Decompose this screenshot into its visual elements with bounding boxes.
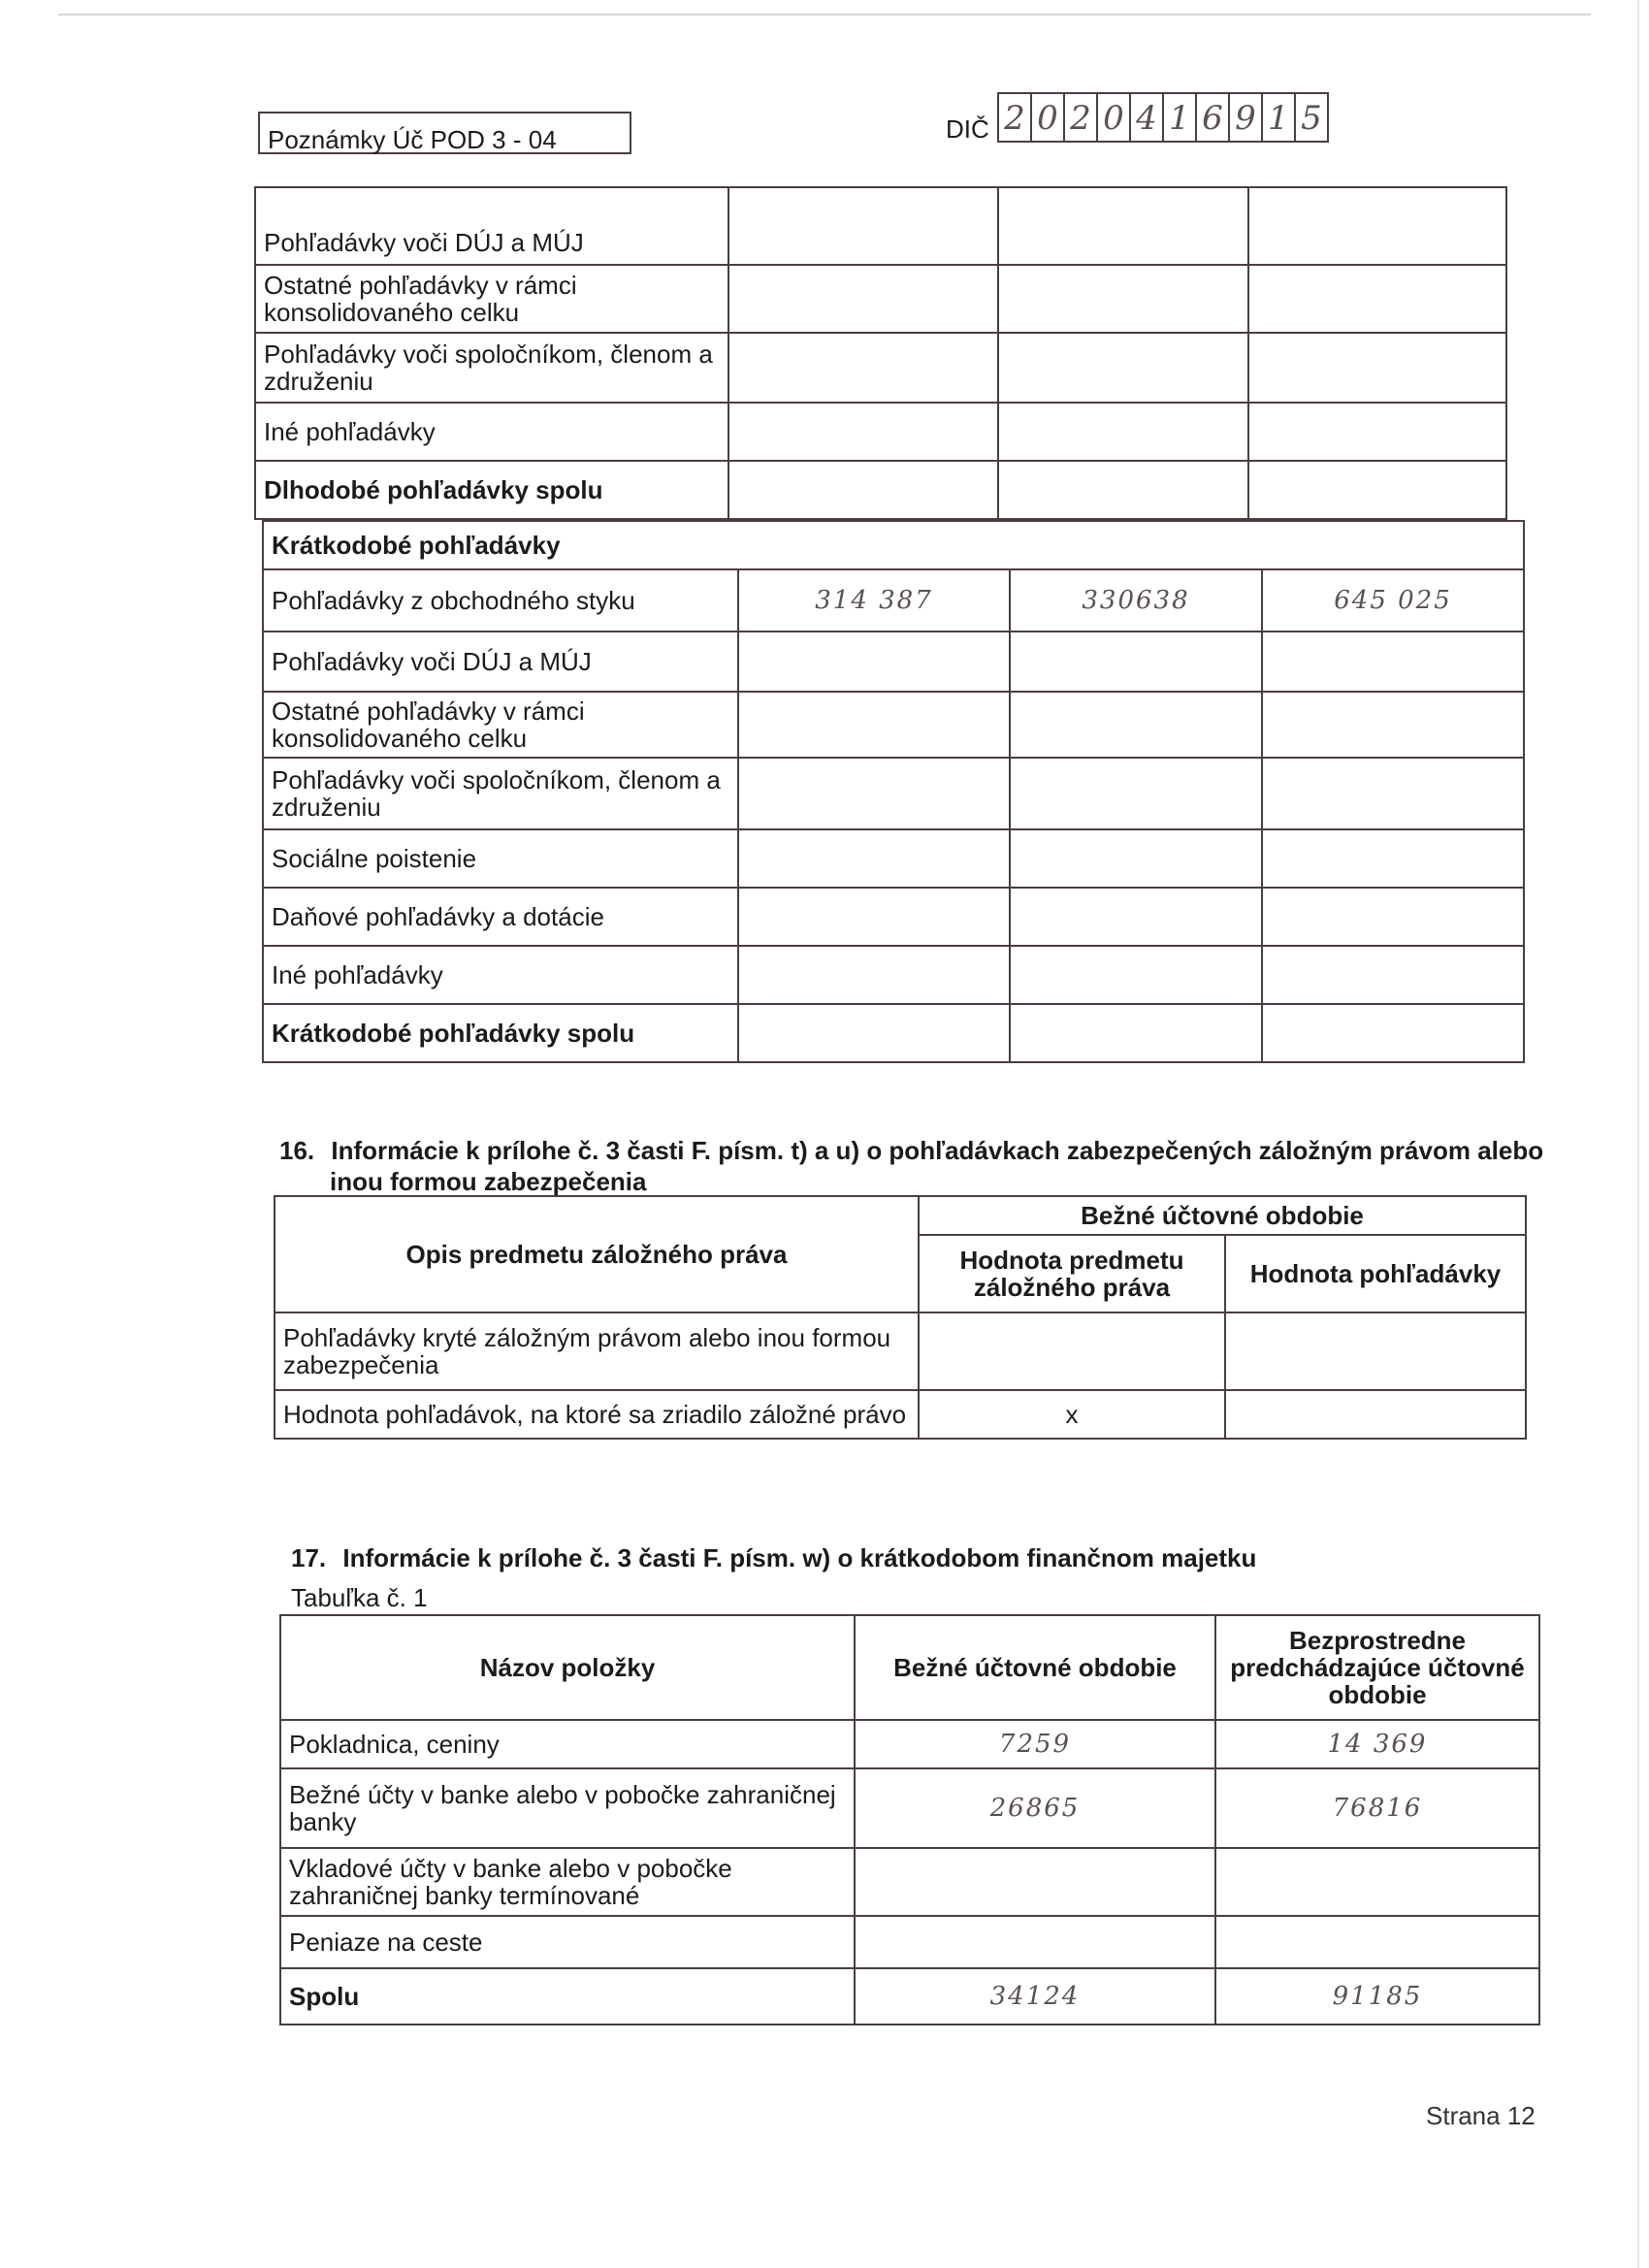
value-cell: [728, 461, 998, 519]
dic-digit: 2: [997, 92, 1032, 143]
table-row: [263, 829, 1524, 888]
row-label: Pohľadávky z obchodného styku: [263, 569, 738, 632]
value-cell: [1215, 1848, 1539, 1916]
section-heading: Krátkodobé pohľadávky: [263, 521, 1524, 569]
table-header-row: [280, 1615, 1539, 1720]
value-cell: [1010, 946, 1262, 1004]
dic-digit: 6: [1195, 92, 1230, 143]
value-cell: [1248, 333, 1506, 403]
value-cell: x: [919, 1390, 1225, 1439]
value-cell: [1225, 1390, 1526, 1439]
row-label: Daňové pohľadávky a dotácie: [263, 888, 738, 946]
dic-digit: 9: [1228, 92, 1263, 143]
value-cell: [998, 265, 1248, 333]
value-cell: [1010, 758, 1262, 829]
value-cell: 330638: [1010, 569, 1262, 632]
value-cell: [1262, 946, 1524, 1004]
value-cell: [1248, 403, 1506, 461]
row-label: Pokladnica, ceniny: [280, 1720, 855, 1768]
table-row: [280, 1768, 1539, 1848]
row-label: Iné pohľadávky: [263, 946, 738, 1004]
form-label: Poznámky Úč POD 3 - 04: [268, 125, 557, 154]
table-row: [255, 187, 1506, 265]
value-cell: [1248, 265, 1506, 333]
scan-right-edge: [1637, 0, 1639, 2268]
value-cell: [1010, 1004, 1262, 1062]
table-row: [263, 888, 1524, 946]
table-row: [255, 403, 1506, 461]
page-number: Strana 12: [1426, 2101, 1536, 2130]
value-cell: [1225, 1312, 1526, 1390]
column-header: Opis predmetu záložného práva: [275, 1196, 919, 1312]
value-cell: [1262, 758, 1524, 829]
value-cell: 314 387: [738, 569, 1010, 632]
value-cell: [998, 187, 1248, 265]
value-cell: [738, 829, 1010, 888]
value-cell: [1010, 632, 1262, 692]
value-cell: 645 025: [1262, 569, 1524, 632]
value-cell: [1010, 888, 1262, 946]
row-label: Pohľadávky voči spoločníkom, členom a združeniu: [255, 333, 728, 403]
dic-label: DIČ: [946, 114, 989, 144]
table-row: [263, 758, 1524, 829]
value-cell: [738, 1004, 1010, 1062]
section-number: 17.: [291, 1543, 327, 1572]
value-cell: [855, 1848, 1215, 1916]
row-label: Krátkodobé pohľadávky spolu: [263, 1004, 738, 1062]
table-row: [263, 569, 1524, 632]
value-cell: [1262, 632, 1524, 692]
value-cell: [738, 692, 1010, 758]
value-cell: [1010, 829, 1262, 888]
value-cell: [1262, 888, 1524, 946]
row-label: Bežné účty v banke alebo v pobočke zahraničnej banky: [280, 1768, 855, 1848]
value-cell: [1010, 692, 1262, 758]
form-label-box: [258, 112, 631, 154]
dic-field: [997, 92, 1327, 143]
table-label: Tabuľka č. 1: [291, 1583, 428, 1612]
column-header: Bezprostredne predchádzajúce účtovné obdobie: [1215, 1615, 1539, 1720]
value-cell: [1248, 187, 1506, 265]
table-row: [275, 1312, 1526, 1390]
value-cell: [1215, 1916, 1539, 1968]
row-label: Dlhodobé pohľadávky spolu: [255, 461, 728, 519]
value-cell: 91185: [1215, 1968, 1539, 2025]
value-cell: [728, 403, 998, 461]
value-cell: [738, 758, 1010, 829]
value-cell: 7259: [855, 1720, 1215, 1768]
table-row: [280, 1720, 1539, 1768]
section-16-title: [279, 1135, 1543, 1166]
dic-digit: 1: [1162, 92, 1197, 143]
row-label: Ostatné pohľadávky v rámci konsolidovaného celku: [263, 692, 738, 758]
row-label: Sociálne poistenie: [263, 829, 738, 888]
value-cell: [919, 1312, 1225, 1390]
row-label: Iné pohľadávky: [255, 403, 728, 461]
column-header: Hodnota pohľadávky: [1225, 1235, 1526, 1312]
table-row: [263, 692, 1524, 758]
row-label: Pohľadávky voči DÚJ a MÚJ: [263, 632, 738, 692]
long-term-receivables-table: [254, 186, 1507, 520]
dic-digit: 5: [1294, 92, 1329, 143]
section-17-title: [291, 1542, 1256, 1573]
table-row: [280, 1968, 1539, 2025]
section-16-title-cont: inou formou zabezpečenia: [330, 1167, 647, 1196]
value-cell: [728, 333, 998, 403]
short-term-financial-assets-table: [279, 1614, 1540, 2025]
value-cell: [1262, 829, 1524, 888]
value-cell: 34124: [855, 1968, 1215, 2025]
row-label: Vkladové účty v banke alebo v pobočke zahraničnej banky termínované: [280, 1848, 855, 1916]
dic-digit: 1: [1261, 92, 1296, 143]
value-cell: [998, 333, 1248, 403]
column-header: Názov položky: [280, 1615, 855, 1720]
section-title-line: Informácie k prílohe č. 3 časti F. písm. w) o krátkodobom finančnom majetku: [342, 1543, 1257, 1572]
dic-digit: 4: [1129, 92, 1164, 143]
value-cell: 76816: [1215, 1768, 1539, 1848]
row-label: Spolu: [280, 1968, 855, 2025]
short-term-receivables-table: [262, 520, 1525, 1063]
row-label: Pohľadávky kryté záložným právom alebo inou formou zabezpečenia: [275, 1312, 919, 1390]
value-cell: [738, 946, 1010, 1004]
dic-digit: 0: [1030, 92, 1065, 143]
dic-digit: 0: [1096, 92, 1131, 143]
value-cell: [738, 888, 1010, 946]
table-row: [280, 1916, 1539, 1968]
value-cell: 26865: [855, 1768, 1215, 1848]
table-row: [280, 1848, 1539, 1916]
column-header: Hodnota predmetu záložného práva: [919, 1235, 1225, 1312]
table-row: [275, 1390, 1526, 1439]
table-row: [263, 632, 1524, 692]
column-header: Bežné účtovné obdobie: [855, 1615, 1215, 1720]
table-row: [263, 946, 1524, 1004]
table-header-row: [275, 1196, 1526, 1235]
table-row: [255, 461, 1506, 519]
table-row: [255, 265, 1506, 333]
table-row: [255, 333, 1506, 403]
dic-digit: 2: [1063, 92, 1098, 143]
table-heading-row: [263, 521, 1524, 569]
value-cell: [998, 461, 1248, 519]
table-row: [263, 1004, 1524, 1062]
value-cell: [1262, 692, 1524, 758]
row-label: Ostatné pohľadávky v rámci konsolidovaného celku: [255, 265, 728, 333]
row-label: Pohľadávky voči DÚJ a MÚJ: [255, 187, 728, 265]
value-cell: [998, 403, 1248, 461]
section-number: 16.: [279, 1136, 315, 1165]
row-label: Hodnota pohľadávok, na ktoré sa zriadilo záložné právo: [275, 1390, 919, 1439]
column-group-header: Bežné účtovné obdobie: [919, 1196, 1526, 1235]
value-cell: [1248, 461, 1506, 519]
row-label: Pohľadávky voči spoločníkom, členom a združeniu: [263, 758, 738, 829]
scan-top-edge: [58, 14, 1591, 16]
value-cell: [728, 265, 998, 333]
pledge-table: [274, 1195, 1527, 1440]
value-cell: [738, 632, 1010, 692]
row-label: Peniaze na ceste: [280, 1916, 855, 1968]
value-cell: 14 369: [1215, 1720, 1539, 1768]
value-cell: [1262, 1004, 1524, 1062]
section-title-line: Informácie k prílohe č. 3 časti F. písm. t) a u) o pohľadávkach zabezpečených záložným právom alebo: [331, 1136, 1544, 1165]
value-cell: [728, 187, 998, 265]
value-cell: [855, 1916, 1215, 1968]
